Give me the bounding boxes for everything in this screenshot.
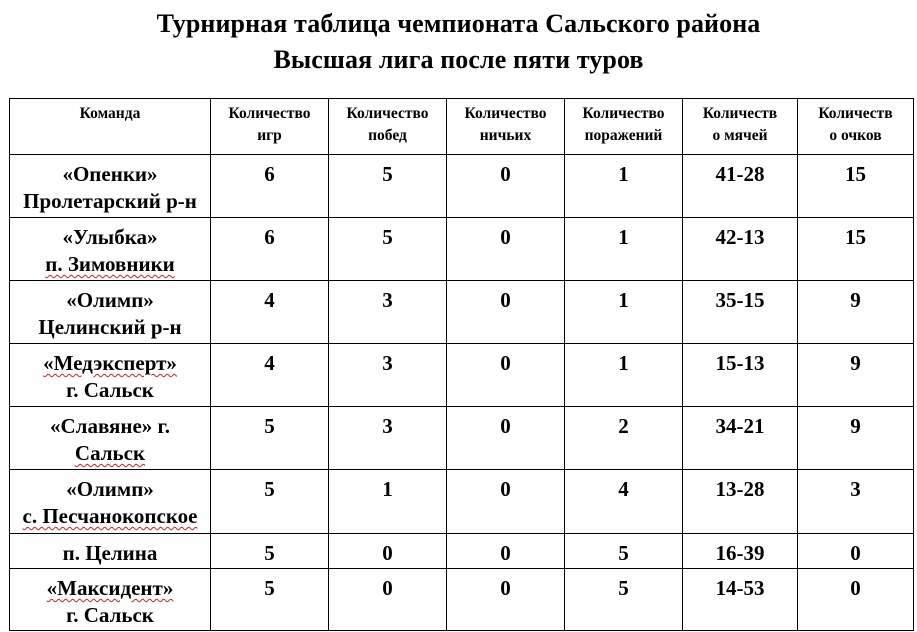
wins-cell: 3	[329, 344, 447, 407]
wins-cell: 5	[329, 218, 447, 281]
wins-cell: 0	[329, 569, 447, 631]
team-name: «Улыбка»	[62, 225, 158, 249]
draws-cell: 0	[447, 407, 565, 470]
header-row	[10, 99, 914, 155]
goals-cell: 13-28	[683, 470, 798, 534]
team-location: Сальск	[74, 441, 146, 465]
team-name: «Максидент»	[46, 576, 174, 600]
losses-cell: 1	[565, 281, 683, 344]
header-games	[211, 99, 329, 155]
table-row	[10, 218, 914, 281]
table-row	[10, 470, 914, 534]
header-goals-line2: о мячей	[712, 127, 768, 144]
header-losses-line1: Количество	[582, 105, 665, 122]
points-cell: 0	[798, 569, 914, 631]
team-cell	[10, 155, 211, 218]
table-row	[10, 155, 914, 218]
losses-cell: 1	[565, 344, 683, 407]
losses-cell: 1	[565, 155, 683, 218]
header-wins-line2: побед	[368, 127, 407, 144]
losses-cell: 5	[565, 569, 683, 631]
games-cell: 5	[211, 534, 329, 569]
wins-cell: 5	[329, 155, 447, 218]
header-losses-line2: поражений	[584, 127, 663, 144]
wins-cell: 1	[329, 470, 447, 534]
wins-cell: 3	[329, 407, 447, 470]
table-row	[10, 569, 914, 631]
draws-cell: 0	[447, 344, 565, 407]
table-row	[10, 344, 914, 407]
header-draws-line2: ничьих	[479, 127, 532, 144]
goals-cell: 42-13	[683, 218, 798, 281]
points-cell: 9	[798, 407, 914, 470]
games-cell: 5	[211, 407, 329, 470]
games-cell: 4	[211, 344, 329, 407]
goals-cell: 41-28	[683, 155, 798, 218]
team-name: «Медэксперт»	[43, 351, 177, 375]
losses-cell: 2	[565, 407, 683, 470]
points-cell: 0	[798, 534, 914, 569]
standings-body	[10, 155, 914, 631]
draws-cell: 0	[447, 534, 565, 569]
team-cell	[10, 281, 211, 344]
team-location: п. Зимовники	[45, 252, 175, 276]
points-cell: 9	[798, 344, 914, 407]
page-title: Турнирная таблица чемпионата Сальского района	[156, 9, 761, 38]
points-cell: 15	[798, 218, 914, 281]
header-points-line2: о очков	[829, 127, 882, 144]
table-row	[10, 534, 914, 569]
table-row	[10, 281, 914, 344]
header-draws-line1: Количество	[464, 105, 547, 122]
points-cell: 3	[798, 470, 914, 534]
team-name: «Опенки»	[62, 162, 158, 186]
games-cell: 5	[211, 470, 329, 534]
header-games-line1: Количество	[228, 105, 311, 122]
wins-cell: 3	[329, 281, 447, 344]
header-team: Команда	[10, 99, 211, 155]
team-cell	[10, 470, 211, 534]
games-cell: 4	[211, 281, 329, 344]
header-goals	[683, 99, 798, 155]
games-cell: 6	[211, 155, 329, 218]
standings-table	[9, 98, 914, 631]
goals-cell: 14-53	[683, 569, 798, 631]
team-cell	[10, 407, 211, 470]
team-name: «Славяне» г.	[50, 414, 170, 438]
losses-cell: 1	[565, 218, 683, 281]
draws-cell: 0	[447, 470, 565, 534]
draws-cell: 0	[447, 155, 565, 218]
draws-cell: 0	[447, 218, 565, 281]
points-cell: 9	[798, 281, 914, 344]
losses-cell: 4	[565, 470, 683, 534]
team-cell	[10, 569, 211, 631]
team-location: Целинский р-н	[38, 315, 182, 339]
header-wins	[329, 99, 447, 155]
team-name: «Олимп»	[66, 477, 154, 501]
header-wins-line1: Количество	[346, 105, 429, 122]
header-losses	[565, 99, 683, 155]
team-cell	[10, 534, 211, 569]
team-location: с. Песчанокопское	[22, 504, 198, 528]
team-cell	[10, 218, 211, 281]
header-goals-line1: Количеств	[702, 105, 778, 122]
goals-cell: 34-21	[683, 407, 798, 470]
wins-cell: 0	[329, 534, 447, 569]
header-points-line1: Количеств	[818, 105, 893, 122]
page-subtitle: Высшая лига после пяти туров	[273, 45, 644, 74]
points-cell: 15	[798, 155, 914, 218]
team-location: г. Сальск	[66, 603, 154, 627]
games-cell: 5	[211, 569, 329, 631]
draws-cell: 0	[447, 569, 565, 631]
header-draws	[447, 99, 565, 155]
team-name: п. Целина	[62, 541, 158, 565]
team-cell	[10, 344, 211, 407]
goals-cell: 35-15	[683, 281, 798, 344]
team-location: г. Сальск	[66, 378, 154, 402]
games-cell: 6	[211, 218, 329, 281]
draws-cell: 0	[447, 281, 565, 344]
table-row	[10, 407, 914, 470]
team-location: Пролетарский р-н	[23, 189, 197, 213]
losses-cell: 5	[565, 534, 683, 569]
goals-cell: 15-13	[683, 344, 798, 407]
goals-cell: 16-39	[683, 534, 798, 569]
header-games-line2: игр	[257, 127, 282, 144]
team-name: «Олимп»	[66, 288, 154, 312]
header-points	[798, 99, 914, 155]
